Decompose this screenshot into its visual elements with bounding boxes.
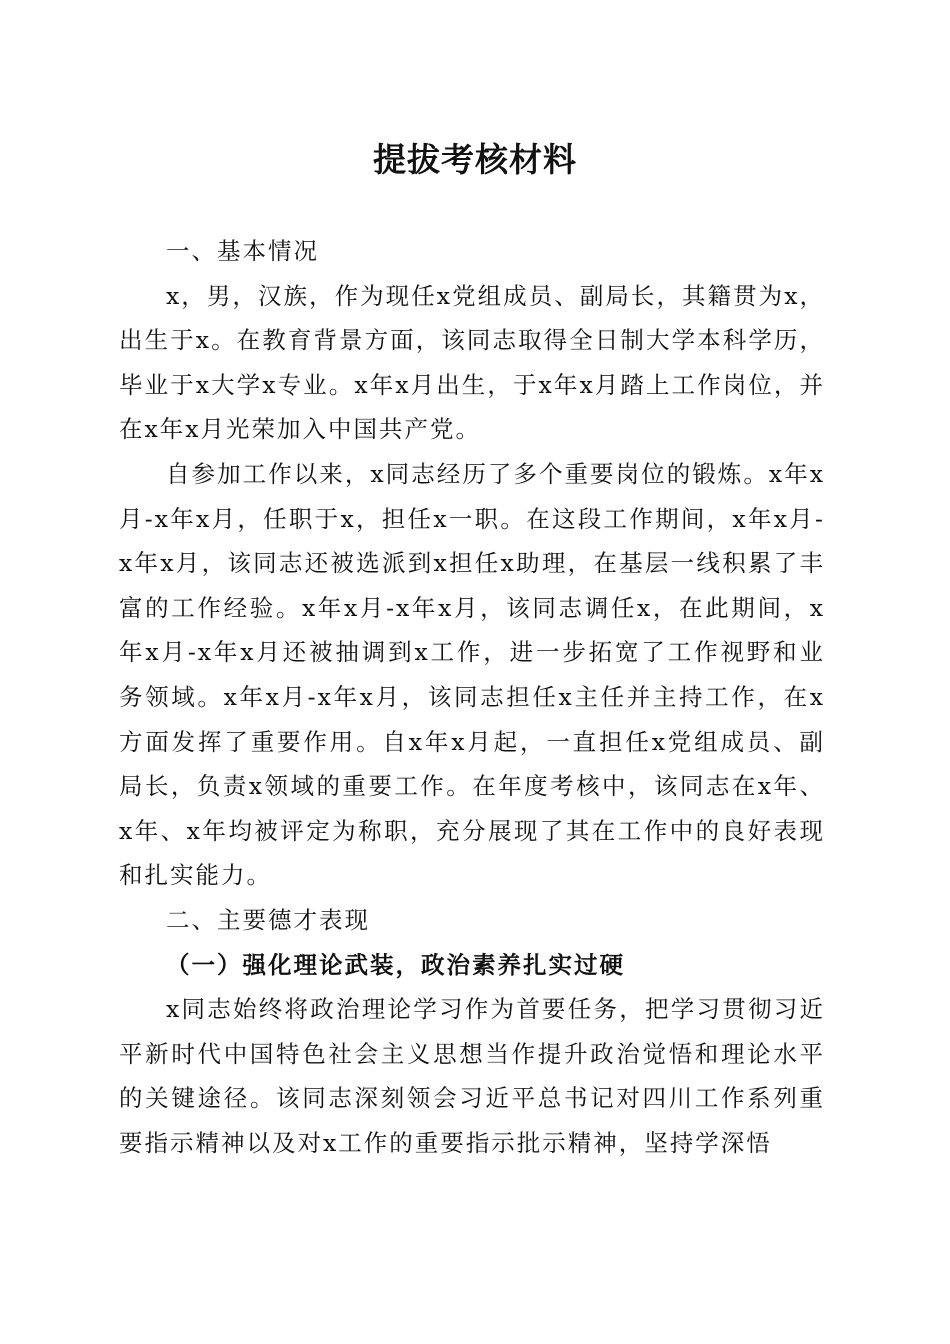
section-heading-main-performance: 二、主要德才表现 — [166, 905, 370, 934]
section-heading-basic-info: 一、基本情况 — [166, 237, 319, 265]
paragraph-work-history: 自参加工作以来，x同志经历了多个重要岗位的锻炼。x年x月-x年x月，任职于x，担任x一职。在这段工作期间，x年x月-x年x月，该同志还被选派到x担任x助理，在基层一线积累了丰富的工作经验。x年x月-x年x月，该同志调任x，在此期间，x年x月-x年x月还被抽调到x工作，进一步拓宽了工作视野和业务领域。x年x月-x年x月，该同志担任x主任并主持工作，在x方面发挥了重要作用。自x年x月起，一直担任x党组成员、副局长，负责x领域的重要工作。在年度考核中，该同志在x年、x年、x年均被评定为称职，充分展现了其在工作中的良好表现和扎实能力。 — [119, 459, 825, 890]
subsection-heading-theory: （一）强化理论武装，政治素养扎实过硬 — [166, 950, 625, 979]
document-title: 提拔考核材料 — [373, 140, 577, 179]
paragraph-basic-info: x，男，汉族，作为现任x党组成员、副局长，其籍贯为x，出生于x。在教育背景方面，该同志取得全日制大学本科学历，毕业于x大学x专业。x年x月出生，于x年x月踏上工作岗位，并在x年x月光荣加入中国共产党。 — [119, 281, 825, 444]
document-body — [119, 229, 825, 1165]
paragraph-theory-study: x同志始终将政治理论学习作为首要任务，把学习贯彻习近平新时代中国特色社会主义思想当作提升政治觉悟和理论水平的关键途径。该同志深刻领会习近平总书记对四川工作系列重要指示精神以及对x工作的重要指示批示精神，坚持学深悟 — [119, 995, 825, 1157]
